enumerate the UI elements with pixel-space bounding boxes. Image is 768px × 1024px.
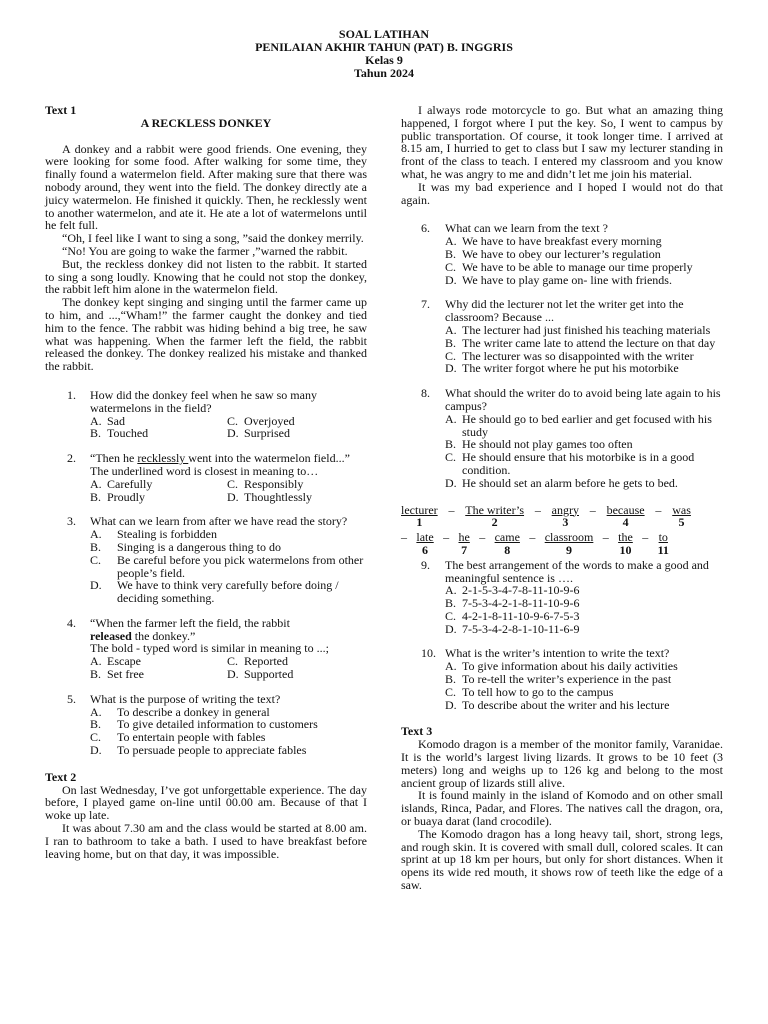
word-number: 5 <box>678 515 685 530</box>
word: came <box>494 530 520 545</box>
text3-paragraph: The Komodo dragon has a long heavy tail, short, strong legs, and rough skin. It is covered with small dull, colored scales. It can sprint at up 18 km per hours, but only for short distances. When it opens its wide red mouth, it shows row of teeth like the edge of a saw. <box>401 826 723 893</box>
question-6: 6. What can we learn from the text ? A. We have to have breakfast every morning B. We have to obey our lecturer’s regulation C. We have to be able to manage our time properly D. We have to play game on- line with friends. <box>401 222 723 286</box>
text2-paragraph: It was about 7.30 am and the class would be started at 8.00 am. I ran to bathroom to take a bath. I used to have breakfast before leaving home, but on that day, it was impossible. <box>45 821 367 861</box>
word: angry <box>551 502 579 517</box>
text2-paragraph: On last Wednesday, I’ve got unforgettable experience. The day before, I played game on-line until 00.00 am. Because of that I woke up late. <box>45 782 367 823</box>
option-c[interactable]: Responsibly <box>244 476 304 491</box>
question-text-post: the donkey.” <box>131 628 196 643</box>
option-d[interactable]: Thoughtlessly <box>244 489 312 504</box>
question-instruction: The underlined word is closest in meaning to… <box>90 463 319 478</box>
text1-paragraph: A donkey and a rabbit were good friends. One evening, they were looking for some food. After walking for some time, they finally found a watermelon field. After making sure that there was nobody around, they went into the field. The donkey directly ate a juicy watermelon. He finished it quickly. Then, he recklessly went to another watermelon, and ate it. He ate a lot of watermelons until he felt full. <box>45 141 367 233</box>
question-7: 7. Why did the lecturer not let the writer get into the classroom? Because ... A. The lecturer had just finished his teaching materials B. The writer came late to attend the lecture on that day C. The lecturer was so disappointed with the writer D. The writer forgot where he put his motorbike <box>401 298 723 375</box>
question-number: 7. <box>421 297 430 312</box>
word: The writer’s <box>465 502 525 517</box>
option-d[interactable]: Supported <box>244 667 294 682</box>
word-arrangement <box>401 504 723 557</box>
option-d[interactable]: 7-5-3-4-2-8-1-10-11-6-9 <box>462 621 580 636</box>
question-text <box>90 452 367 465</box>
word-number: 9 <box>566 542 573 557</box>
header-title: SOAL LATIHAN <box>338 27 430 41</box>
option-d[interactable]: To persuade people to appreciate fables <box>117 743 307 758</box>
option-c[interactable]: We have to be able to manage our time properly <box>462 259 693 274</box>
question-number: 9. <box>421 557 430 572</box>
option-c[interactable]: To tell how to go to the campus <box>462 684 614 699</box>
question-5: 5. What is the purpose of writing the text? A. To describe a donkey in general B. To give detailed information to customers C. To entertain people with fables D. To persuade people to appreciate fables <box>45 693 367 757</box>
word-number: 1 <box>416 515 423 530</box>
word: was <box>672 502 691 517</box>
question-text: What can we learn from after we have read the story? <box>90 514 348 529</box>
story-title: A RECKLESS DONKEY <box>140 115 272 130</box>
word-row-1: lecturer 1 – The writer’s 2 – angry 3 – because 4 – was 5 <box>401 502 691 530</box>
option-row: A. Escape C. Reported <box>90 654 288 669</box>
text3-paragraph: Komodo dragon is a member of the monitor family, Varanidae. It is the world’s largest living lizards. It grows to be 10 feet (3 meters) long and weighs up to 126 kg and belong to the most ancient group of lizards still alive. <box>401 737 723 790</box>
option-c[interactable]: Reported <box>244 654 288 669</box>
text2-paragraph: I always rode motorcycle to go. But what an amazing thing happened, I forgot where I put the key. So, I went to campus by public transportation. Of course, it took longer time. I arrived at 8.15 am, I hurried to get to class but I saw my lecturer standing in front of the class to teach. I entered my classroom and you know what, he was angry to me and didn’t let me join his material. <box>401 103 723 181</box>
option-a[interactable]: Sad <box>107 413 125 428</box>
word-row-2: – late 6 – he 7 – came 8 – classroom 9 – the 10 – to 11 <box>401 530 669 557</box>
option-b[interactable]: Singing is a dangerous thing to do <box>117 539 281 554</box>
question-number: 2. <box>67 451 76 466</box>
question-1 <box>45 389 367 440</box>
option-a[interactable]: He should go to bed earlier and get focused with his study <box>462 411 712 439</box>
text1-paragraph: “Oh, I feel like I want to sing a song, ”said the donkey merrily. <box>62 231 364 246</box>
option-a[interactable]: Stealing is forbidden <box>117 527 217 542</box>
word-number: 2 <box>491 515 498 530</box>
option-row: A. Carefully C. Responsibly <box>90 476 304 491</box>
question-text-post: went into the watermelon field...” <box>188 451 350 466</box>
text1-label: Text 1 <box>45 103 77 117</box>
question-number: 10. <box>421 646 436 661</box>
option-b[interactable]: We have to obey our lecturer’s regulation <box>462 246 661 261</box>
question-number: 5. <box>67 691 76 706</box>
text1-paragraph: The donkey kept singing and singing until the farmer came up to him, and ...,“Wham!” the farmer caught the donkey and tied him to the fence. The rabbit was hiding behind a big tree, he saw what was happening. When the farmer left the field, the rabbit released the donkey. The donkey realized his mistake and thanked the rabbit. <box>45 295 367 374</box>
word: late <box>416 530 434 545</box>
option-a[interactable]: To give information about his daily activities <box>462 659 678 674</box>
word: the <box>618 530 633 545</box>
question-3: 3. What can we learn from after we have read the story? A. Stealing is forbidden B. Singing is a dangerous thing to do C. Be careful before you pick watermelons from other people’s field. D. We have to think very carefully before doing / deciding something. <box>45 515 367 605</box>
word-number: 3 <box>562 515 569 530</box>
option-c[interactable]: Overjoyed <box>244 413 295 428</box>
text1-paragraph: “No! You are going to wake the farmer ,”warned the rabbit. <box>62 243 348 258</box>
question-text: What is the purpose of writing the text? <box>90 691 281 706</box>
header-class: Kelas 9 <box>365 53 403 67</box>
word: classroom <box>544 530 594 545</box>
question-text-pre: “Then he <box>90 451 138 466</box>
text2-label: Text 2 <box>45 769 77 784</box>
right-column <box>401 104 723 892</box>
option-row: A. Sad C. Overjoyed <box>90 413 295 428</box>
text2-paragraph: It was my bad experience and I hoped I would not do that again. <box>401 179 723 207</box>
option-d[interactable]: Surprised <box>244 426 290 441</box>
option-d[interactable]: We have to think very carefully before doing / deciding something. <box>117 578 339 606</box>
question-number: 4. <box>67 615 76 630</box>
option-a[interactable]: To describe a donkey in general <box>117 704 270 719</box>
question-number: 8. <box>421 386 430 401</box>
exam-header <box>0 28 768 80</box>
question-text: The best arrangement of the words to make a good and meaningful sentence is …. <box>445 557 709 585</box>
header-subtitle: PENILAIAN AKHIR TAHUN (PAT) B. INGGRIS <box>255 40 513 54</box>
question-2 <box>45 452 367 503</box>
left-column <box>45 104 367 860</box>
question-instruction: The bold - typed word is similar in meaning to ...; <box>90 641 329 656</box>
word-number: 4 <box>622 515 629 530</box>
option-d[interactable]: He should set an alarm before he gets to bed. <box>462 475 678 490</box>
question-number: 6. <box>421 221 430 236</box>
text3-label: Text 3 <box>401 724 433 739</box>
option-b[interactable]: To re-tell the writer’s experience in the past <box>462 672 672 687</box>
option-row: B. Touched D. Surprised <box>90 426 290 441</box>
option-c[interactable]: 4-2-1-8-11-10-9-6-7-5-3 <box>462 608 580 623</box>
option-c[interactable]: The lecturer was so disappointed with the writer <box>462 348 694 363</box>
option-a[interactable]: 2-1-5-3-4-7-8-11-10-9-6 <box>462 583 580 598</box>
option-a[interactable]: Escape <box>107 654 141 669</box>
option-c[interactable]: To entertain people with fables <box>117 730 266 745</box>
word: he <box>458 530 470 545</box>
word: because <box>606 502 645 517</box>
question-text: What is the writer’s intention to write the text? <box>445 646 670 661</box>
option-c[interactable]: He should ensure that his motorbike is in a good condition. <box>462 450 695 477</box>
option-d[interactable]: We have to play game on- line with friends. <box>462 272 672 287</box>
question-8: 8. What should the writer do to avoid being late again to his campus? A. He should go to bed earlier and get focused with his study B. He should not play games too often C. He should ensure that his motorbike is in a good condition. D. He should set an alarm before he gets to bed. <box>401 387 723 489</box>
option-b[interactable]: 7-5-3-4-2-1-8-11-10-9-6 <box>462 596 580 611</box>
question-9: 9. The best arrangement of the words to make a good and meaningful sentence is …. A. 2-1-5-3-4-7-8-11-10-9-6 B. 7-5-3-4-2-1-8-11-10-9-6 C. 4-2-1-8-11-10-9-6-7-5-3 D. 7-5-3-4-2-8-1-10-11-6-9 <box>401 559 723 636</box>
option-a[interactable]: The lecturer had just finished his teaching materials <box>462 322 711 337</box>
question-10: 10. What is the writer’s intention to write the text? A. To give information about his daily activities B. To re-tell the writer’s experience in the past C. To tell how to go to the campus D. To describe about the writer and his lecture <box>401 647 723 711</box>
question-text: “When the farmer left the field, the rabbit <box>90 615 290 630</box>
text1-paragraph: But, the reckless donkey did not listen to the rabbit. It started to sing a song loudly. Knowing that he could not stop the donkey, the rabbit left him alone in the watermelon field. <box>45 256 367 297</box>
word-number: 11 <box>657 542 669 557</box>
question-4 <box>45 617 367 681</box>
option-d[interactable]: To describe about the writer and his lecture <box>462 697 670 712</box>
word: to <box>658 530 668 545</box>
question-text: What should the writer do to avoid being late again to his campus? <box>445 386 721 413</box>
option-a[interactable]: We have to have breakfast every morning <box>462 234 662 249</box>
text3-paragraph: It is found mainly in the island of Komodo and on other small islands, Rinca, Padar, and Flores. The natives call the dragon, ora, or buaya darat (land crocodile). <box>401 788 723 829</box>
option-b[interactable]: Touched <box>107 426 149 441</box>
question-text: What can we learn from the text ? <box>445 221 608 236</box>
word-number: 8 <box>504 542 511 557</box>
option-b[interactable]: Proudly <box>107 489 146 504</box>
option-b[interactable]: He should not play games too often <box>462 437 633 452</box>
question-text: How did the donkey feel when he saw so many watermelons in the field? <box>90 387 317 415</box>
option-a[interactable]: Carefully <box>107 476 153 491</box>
option-b[interactable]: Set free <box>107 667 144 682</box>
word: lecturer <box>401 502 438 517</box>
option-b[interactable]: To give detailed information to customers <box>117 717 318 732</box>
question-text: Why did the lecturer not let the writer get into the classroom? Because ... <box>445 297 684 325</box>
option-b[interactable]: The writer came late to attend the lecture on that day <box>462 335 716 350</box>
option-d[interactable]: The writer forgot where he put his motorbike <box>462 361 679 376</box>
word-number: 6 <box>422 542 429 557</box>
option-row: B. Set free D. Supported <box>90 667 294 682</box>
question-number: 1. <box>67 387 76 402</box>
option-row: B. Proudly D. Thoughtlessly <box>90 489 312 504</box>
underlined-word: recklessly <box>137 451 189 466</box>
word-number: 7 <box>461 542 468 557</box>
question-number: 3. <box>67 514 76 529</box>
header-year: Tahun 2024 <box>354 66 414 80</box>
bold-word: released <box>90 628 132 643</box>
word-number: 10 <box>619 542 632 557</box>
option-c[interactable]: Be careful before you pick watermelons from other people’s field. <box>117 552 364 580</box>
